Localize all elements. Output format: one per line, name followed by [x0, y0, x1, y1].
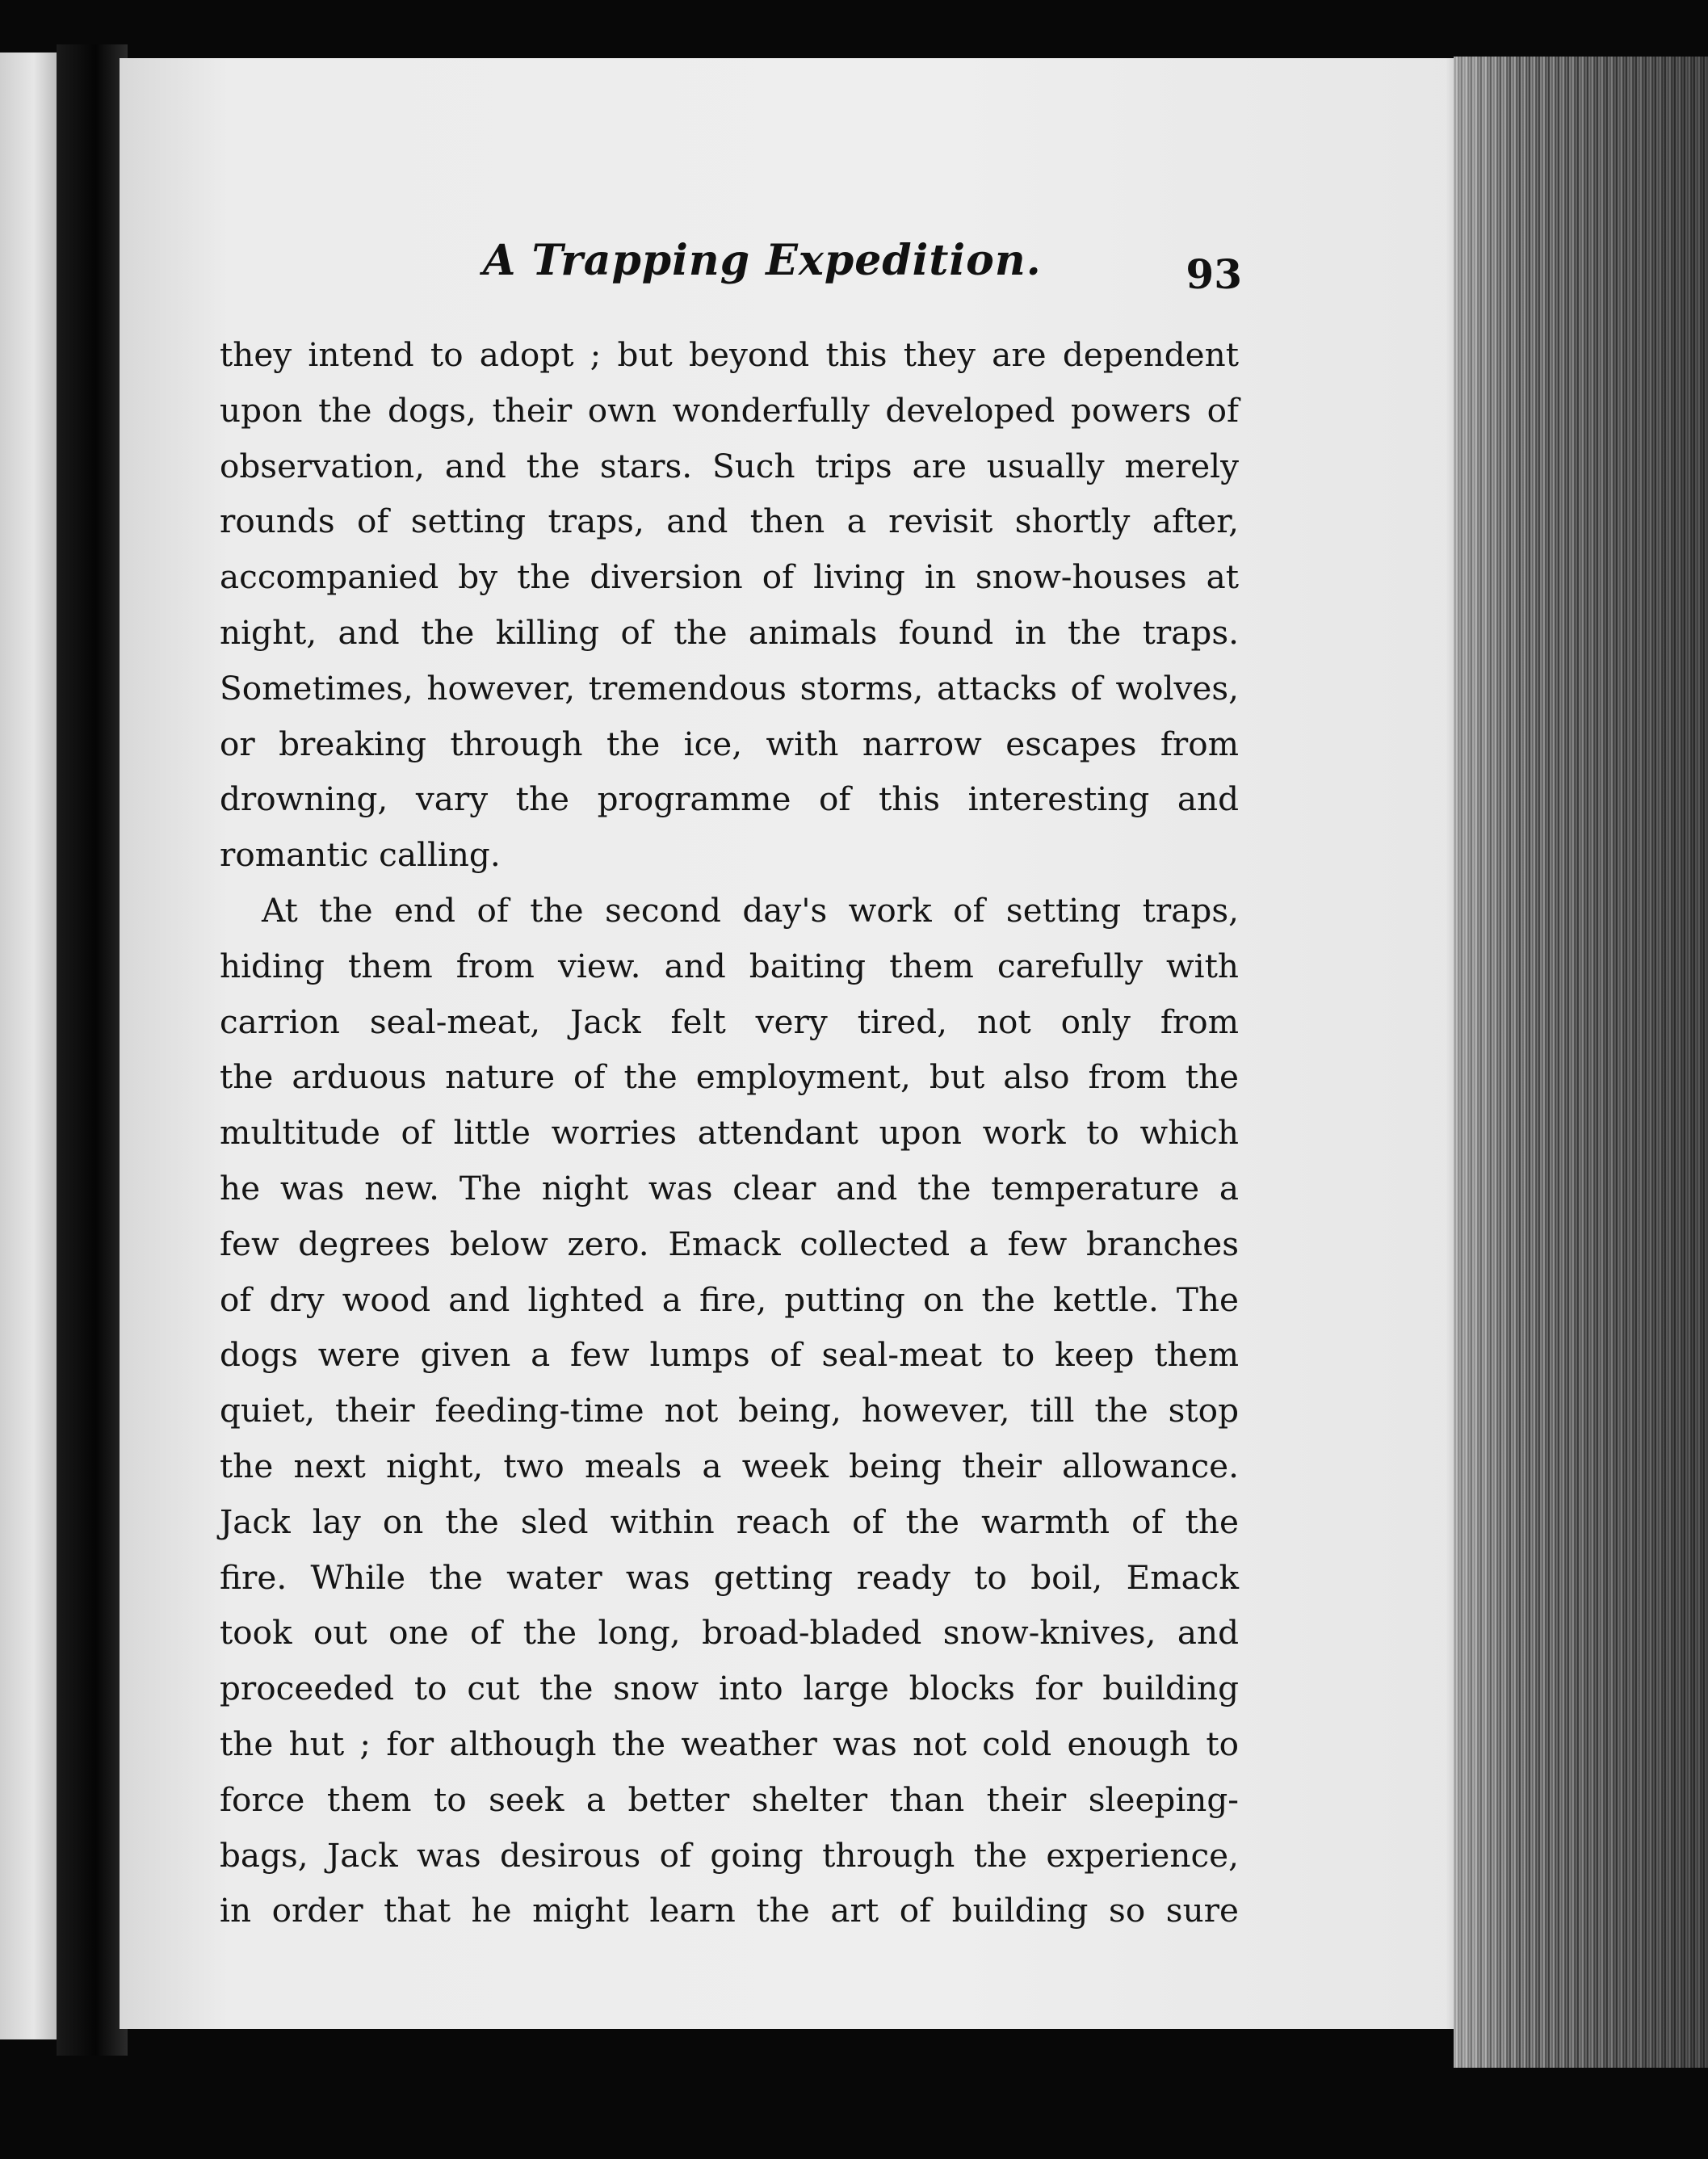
text-line: hiding them from view. and baiting them carefully with: [220, 946, 1239, 985]
paragraph-1: [220, 327, 1239, 883]
text-line: romantic calling.: [220, 835, 501, 875]
text-line: carrion seal-meat, Jack felt very tired, not only from: [220, 1002, 1239, 1041]
page-number: 93: [1186, 250, 1242, 298]
text-line: bags, Jack was desirous of going through the experience,: [220, 1835, 1239, 1875]
text-line: quiet, their feeding-time not being, however, till the stop: [220, 1391, 1239, 1430]
page-header: [483, 236, 1242, 300]
text-line: upon the dogs, their own wonderfully developed powers of: [220, 390, 1239, 430]
text-line: rounds of setting traps, and then a revisit shortly after,: [220, 502, 1239, 541]
text-line: the next night, two meals a week being their allowance.: [220, 1446, 1239, 1485]
text-line: took out one of the long, broad-bladed snow-knives, and: [220, 1613, 1239, 1653]
text-line: At the end of the second day's work of setting traps,: [262, 890, 1239, 930]
text-line: proceeded to cut the snow into large blocks for building: [220, 1669, 1239, 1708]
text-line: dogs were given a few lumps of seal-meat to keep them: [220, 1335, 1239, 1375]
text-line: he was new. The night was clear and the temperature a: [220, 1168, 1239, 1208]
previous-page-edge: [0, 53, 57, 2039]
text-line: drowning, vary the programme of this interesting and: [220, 779, 1239, 819]
text-line: in order that he might learn the art of building so sure: [220, 1891, 1239, 1930]
paragraph-2: [220, 883, 1239, 1938]
text-line: few degrees below zero. Emack collected a few branches: [220, 1224, 1239, 1263]
text-line: accompanied by the diversion of living in snow-houses at: [220, 557, 1239, 597]
text-line: Jack lay on the sled within reach of the warmth of the: [220, 1502, 1239, 1541]
running-title: A Trapping Expedition.: [483, 236, 1042, 285]
text-line: night, and the killing of the animals found in the traps.: [220, 612, 1239, 652]
text-line: force them to seek a better shelter than their sleeping-: [220, 1779, 1239, 1819]
text-line: the hut ; for although the weather was not cold enough to: [220, 1724, 1239, 1763]
book-gutter: [57, 44, 128, 2056]
book-fore-edge: [1454, 57, 1708, 2068]
text-line: multitude of little worries attendant upon work to which: [220, 1113, 1239, 1153]
body-text: [220, 327, 1239, 1938]
text-line: they intend to adopt ; but beyond this they are dependent: [220, 335, 1239, 374]
text-line: Sometimes, however, tremendous storms, attacks of wolves,: [220, 668, 1239, 708]
text-line: the arduous nature of the employment, but also from the: [220, 1057, 1239, 1097]
text-line: observation, and the stars. Such trips are usually merely: [220, 446, 1239, 485]
text-line: fire. While the water was getting ready to boil, Emack: [220, 1557, 1239, 1597]
text-line: of dry wood and lighted a fire, putting on the kettle. The: [220, 1279, 1239, 1319]
text-line: or breaking through the ice, with narrow escapes from: [220, 724, 1239, 763]
